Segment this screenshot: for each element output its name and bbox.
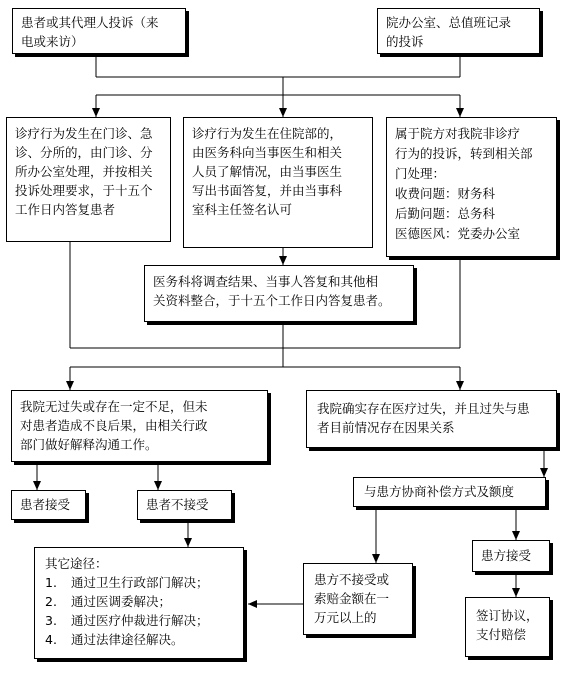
outpatient-line-1: 诊疗行为发生在门诊、急 [15, 126, 153, 141]
outpatient-line-3: 所办公室处理，并按相关 [15, 164, 153, 179]
outpatient-box [6, 117, 171, 242]
party-reject-line-2: 索赔金额在一 [314, 591, 390, 606]
other-route-text: 通过医调委解决； [71, 594, 172, 609]
consolidate-line-1: 医务科将调查结果、当事人答复和其他相 [153, 274, 379, 289]
patient-complaint-box [12, 8, 186, 54]
office-record-line-2: 的投诉 [386, 34, 424, 49]
outpatient-line-4: 投诉处理要求，于十五个 [15, 183, 153, 198]
other-route-item [45, 592, 233, 611]
other-route-text: 通过卫生行政部门解决； [71, 575, 209, 590]
sign-pay-line-1: 签订协议， [476, 608, 539, 623]
party-reject-line-3: 万元以上的 [314, 610, 377, 625]
consolidate-box [144, 265, 414, 322]
inpatient-line-3: 人员了解情况，由当事医生 [192, 164, 343, 179]
patient-reject-label: 患者不接受 [146, 497, 209, 512]
other-routes-title: 其它途径： [45, 556, 108, 571]
inpatient-line-1: 诊疗行为发生在住院部的， [192, 126, 343, 141]
fault-line-2: 者目前情况存在因果关系 [317, 420, 455, 435]
patient-reject-box [137, 490, 232, 520]
office-record-box [377, 8, 540, 54]
patient-complaint-line-1: 患者或其代理人投诉（来 [21, 15, 159, 30]
consolidate-line-2: 关资料整合，于十五个工作日内答复患者。 [153, 293, 391, 308]
party-reject-line-1: 患方不接受或 [314, 572, 390, 587]
fault-line-1: 我院确实存在医疗过失，并且过失与患 [317, 401, 530, 416]
other-route-num: 4. [45, 632, 57, 647]
other-route-item [45, 611, 233, 630]
non-medical-line-6: 医德医风：党委办公室 [395, 226, 521, 241]
patient-accept-label: 患者接受 [20, 497, 71, 512]
inpatient-line-4: 写出书面答复，并由当事科 [192, 183, 343, 198]
other-routes-box [34, 547, 244, 659]
other-route-num: 2. [45, 594, 57, 609]
party-reject-box [303, 563, 413, 635]
outpatient-line-2: 诊、分所的，由门诊、分 [15, 145, 153, 160]
no-fault-line-2: 对患者造成不良后果，由相关行政 [20, 418, 208, 433]
non-medical-line-3: 门处理： [395, 166, 446, 181]
other-route-item [45, 630, 233, 649]
fault-box [306, 390, 557, 448]
negotiate-box [353, 477, 546, 507]
negotiate-label: 与患方协商补偿方式及额度 [364, 484, 515, 499]
no-fault-line-1: 我院无过失或存在一定不足，但未 [20, 399, 208, 414]
other-route-text: 通过医疗仲裁进行解决； [71, 613, 209, 628]
patient-accept-box [11, 490, 86, 520]
outpatient-line-5: 工作日内答复患者 [15, 202, 116, 217]
non-medical-line-2: 行为的投诉，转到相关部 [395, 146, 533, 161]
inpatient-line-5: 室科主任签名认可 [192, 202, 293, 217]
no-fault-line-3: 部门做好解释沟通工作。 [20, 437, 158, 452]
no-fault-box [11, 390, 268, 462]
party-accept-label: 患方接受 [481, 548, 532, 563]
inpatient-line-2: 由医务科向当事医生和相关 [192, 145, 343, 160]
other-route-num: 3. [45, 613, 57, 628]
non-medical-line-4: 收费问题：财务科 [395, 186, 496, 201]
non-medical-box [386, 117, 557, 257]
patient-complaint-line-2: 电或来访） [21, 34, 84, 49]
inpatient-box [183, 117, 373, 248]
sign-pay-box [465, 597, 550, 657]
sign-pay-line-2: 支付赔偿 [476, 627, 527, 642]
office-record-line-1: 院办公室、总值班记录 [386, 15, 512, 30]
non-medical-line-5: 后勤问题：总务科 [395, 206, 496, 221]
other-route-text: 通过法律途径解决。 [71, 632, 184, 647]
other-route-num: 1. [45, 575, 57, 590]
non-medical-line-1: 属于院方对我院非诊疗 [395, 126, 521, 141]
party-accept-box [472, 540, 550, 572]
other-route-item [45, 573, 233, 592]
